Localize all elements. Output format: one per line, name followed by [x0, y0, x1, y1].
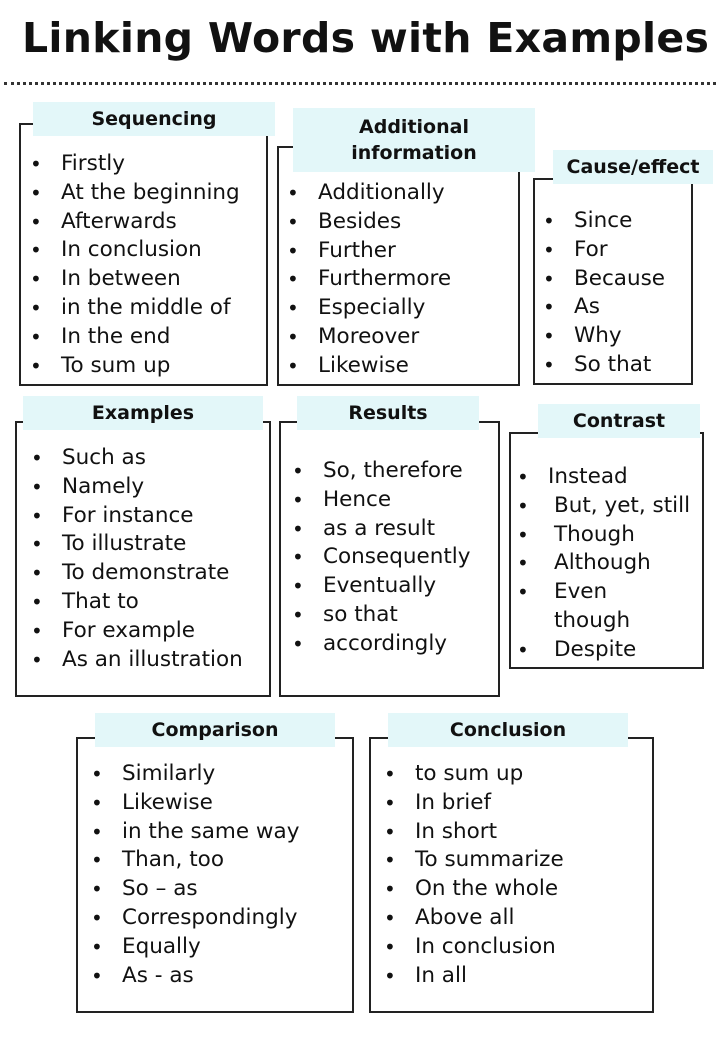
list-item: • So, therefore [292, 458, 463, 483]
list-item: • As an illustration [31, 646, 243, 672]
list-item: • Why [543, 323, 622, 349]
list-item: • In short [384, 818, 498, 844]
list-item: • Above all [384, 904, 515, 930]
list-item: • Likewise [287, 352, 409, 378]
list-item: • Namely [31, 473, 145, 499]
list-item: • For instance [31, 502, 194, 528]
list-item: • So that [543, 351, 652, 377]
list-item: • As - as [91, 962, 194, 988]
list-item: • accordingly [292, 630, 448, 656]
list-item: • Despite [517, 636, 637, 662]
list-item: • Firstly [30, 151, 125, 176]
results-list [292, 457, 498, 659]
list-item: • Because [543, 265, 666, 291]
list-item: • In brief [384, 789, 492, 815]
list-item: • Further [287, 237, 396, 263]
list-item: • so that [292, 601, 398, 627]
list-item: • In between [30, 266, 181, 292]
conclusion-list [384, 760, 652, 990]
list-item: • to sum up [384, 761, 524, 786]
list-item: • Since [543, 208, 633, 233]
list-item: • Even though [517, 579, 631, 633]
list-item: • For [543, 236, 608, 262]
additional-info-title-line2: information [351, 142, 477, 164]
additional-info-list [287, 179, 519, 381]
list-item: • Eventually [292, 573, 437, 599]
results-title: Results [297, 396, 479, 430]
list-item: • Likewise [91, 789, 213, 815]
list-item: • Hence [292, 486, 392, 512]
list-item: • Moreover [287, 323, 420, 349]
comparison-list [91, 760, 353, 990]
list-item: • Although [517, 550, 651, 576]
list-item: • as a result [292, 515, 436, 541]
list-item: • On the whole [384, 876, 559, 902]
examples-title: Examples [23, 396, 263, 430]
list-item: • To illustrate [31, 531, 187, 557]
list-item: • To sum up [30, 352, 171, 378]
additional-info-title-line1: Additional [359, 116, 469, 138]
list-item: • Equally [91, 933, 201, 959]
list-item: • In conclusion [30, 237, 202, 263]
cause-effect-title: Cause/effect [553, 150, 713, 184]
list-item: • In all [384, 962, 467, 988]
examples-list [31, 444, 269, 674]
title-divider [4, 82, 716, 85]
list-item: • For example [31, 617, 195, 643]
list-item: • Such as [31, 445, 146, 470]
list-item: • Especially [287, 295, 426, 321]
list-item: • in the middle of [30, 294, 231, 320]
contrast-list [517, 463, 699, 665]
page-title: Linking Words with Examples [22, 14, 710, 62]
list-item: • Additionally [287, 180, 445, 205]
list-item: • Than, too [91, 847, 224, 873]
conclusion-title: Conclusion [388, 713, 628, 747]
list-item: • Afterwards [30, 208, 177, 234]
list-item: • At the beginning [30, 179, 240, 205]
list-item: • To demonstrate [31, 560, 230, 586]
list-item: • Correspondingly [91, 904, 298, 930]
list-item: • But, yet, still [517, 492, 691, 518]
list-item: • In conclusion [384, 933, 556, 959]
list-item: • That to [31, 588, 139, 614]
list-item: • Besides [287, 208, 402, 234]
list-item: • Furthermore [287, 266, 452, 292]
list-item: • To summarize [384, 847, 564, 873]
list-item: • in the same way [91, 818, 300, 844]
list-item: • Consequently [292, 544, 471, 570]
comparison-title: Comparison [95, 713, 335, 747]
list-item: • Similarly [91, 761, 216, 786]
list-item: • Instead [517, 464, 628, 489]
sequencing-list [30, 150, 266, 380]
contrast-title: Contrast [538, 404, 700, 438]
additional-info-title [293, 108, 535, 172]
list-item: • So – as [91, 876, 198, 902]
cause-effect-list [543, 207, 691, 380]
sequencing-title: Sequencing [33, 102, 275, 136]
list-item: • Though [517, 521, 635, 547]
list-item: • As [543, 294, 600, 320]
list-item: • In the end [30, 323, 171, 349]
